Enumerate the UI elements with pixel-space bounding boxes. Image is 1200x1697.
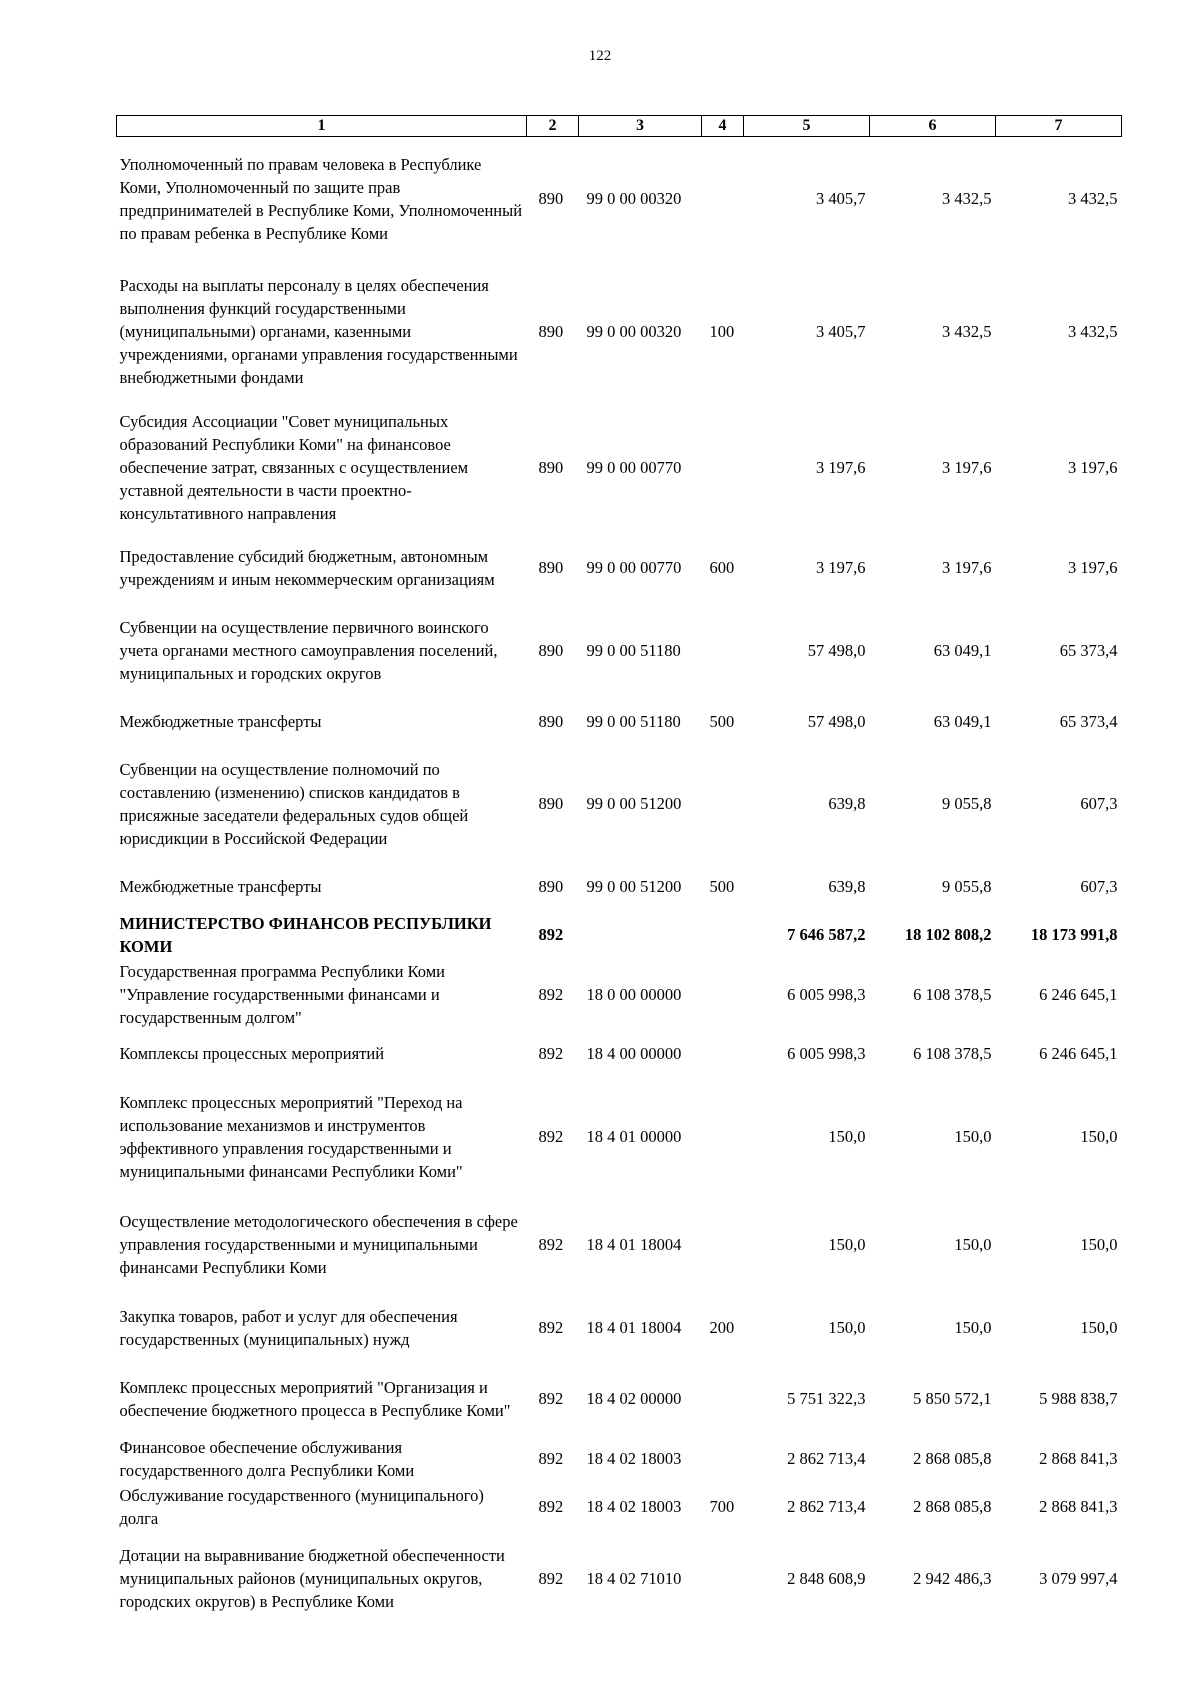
row-year1: 639,8 bbox=[828, 877, 866, 896]
table-row bbox=[117, 745, 1122, 863]
row-name: Субвенции на осуществление первичного воинского учета органами местного самоуправления поселений, муниципальных и городских округов bbox=[119, 618, 498, 683]
row-grbs: 890 bbox=[538, 322, 564, 341]
row-year3: 18 173 991,8 bbox=[1030, 925, 1118, 944]
row-grbs: 890 bbox=[538, 458, 564, 477]
row-name: Субвенции на осуществление полномочий по составлению (изменению) списков кандидатов в присяжные заседатели федеральных судов общей юрисдикции в Российской Федерации bbox=[119, 759, 469, 848]
row-csr: 99 0 00 00320 bbox=[586, 189, 682, 209]
table-row bbox=[117, 699, 1122, 745]
row-grbs: 892 bbox=[538, 1449, 564, 1468]
table-row bbox=[117, 1363, 1122, 1435]
row-year3: 3 432,5 bbox=[1068, 322, 1118, 341]
row-year3: 3 197,6 bbox=[1068, 558, 1118, 577]
row-vr bbox=[702, 745, 744, 863]
row-vr bbox=[702, 1435, 744, 1483]
row-csr: 99 0 00 51200 bbox=[586, 794, 682, 813]
row-name: Дотации на выравнивание бюджетной обеспеченности муниципальных районов (муниципальных округов, городских округов) в Республике Коми bbox=[119, 1546, 505, 1611]
table-row bbox=[117, 1077, 1122, 1197]
row-vr bbox=[702, 403, 744, 533]
row-csr: 99 0 00 51200 bbox=[586, 877, 682, 896]
row-vr bbox=[702, 137, 744, 261]
row-year2: 6 108 378,5 bbox=[913, 1044, 992, 1063]
row-year1: 2 862 713,4 bbox=[787, 1497, 866, 1516]
row-year3: 3 079 997,4 bbox=[1039, 1569, 1118, 1588]
row-vr: 700 bbox=[709, 1497, 735, 1516]
row-year2: 150,0 bbox=[954, 1318, 992, 1337]
row-grbs: 892 bbox=[538, 1318, 564, 1337]
header-col-3: 3 bbox=[579, 116, 702, 137]
row-vr bbox=[702, 911, 744, 959]
row-csr: 18 4 02 18003 bbox=[586, 1497, 682, 1516]
row-vr bbox=[702, 1031, 744, 1077]
row-year1: 3 405,7 bbox=[816, 189, 866, 209]
row-grbs: 892 bbox=[538, 1127, 564, 1146]
row-grbs: 892 bbox=[538, 1569, 564, 1588]
row-year2: 2 868 085,8 bbox=[913, 1497, 992, 1516]
row-csr: 99 0 00 00770 bbox=[586, 458, 682, 477]
budget-table bbox=[116, 115, 1122, 1627]
row-name: Финансовое обеспечение обслуживания государственного долга Республики Коми bbox=[119, 1437, 415, 1480]
header-col-2: 2 bbox=[527, 116, 579, 137]
row-year3: 150,0 bbox=[1080, 1235, 1118, 1254]
row-year3: 65 373,4 bbox=[1059, 641, 1118, 660]
row-year3: 607,3 bbox=[1080, 794, 1118, 813]
row-year3: 6 246 645,1 bbox=[1039, 1044, 1118, 1063]
row-year2: 3 432,5 bbox=[942, 322, 992, 341]
row-year1: 3 197,6 bbox=[816, 458, 866, 477]
row-year1: 639,8 bbox=[828, 794, 866, 813]
row-name: Комплекс процессных мероприятий "Организация и обеспечение бюджетного процесса в Республике Коми" bbox=[119, 1377, 511, 1420]
row-grbs: 890 bbox=[538, 712, 564, 731]
row-year3: 3 432,5 bbox=[1068, 189, 1118, 209]
row-year2: 3 432,5 bbox=[942, 189, 992, 209]
row-csr: 99 0 00 51180 bbox=[586, 641, 681, 660]
row-grbs: 890 bbox=[538, 877, 564, 896]
table-row bbox=[117, 533, 1122, 603]
table-row bbox=[117, 959, 1122, 1031]
row-vr bbox=[702, 1531, 744, 1627]
row-grbs: 890 bbox=[538, 189, 564, 209]
row-year2: 3 197,6 bbox=[942, 558, 992, 577]
table-row bbox=[117, 603, 1122, 699]
row-vr bbox=[702, 1077, 744, 1197]
row-vr: 600 bbox=[709, 558, 735, 577]
row-name: Осуществление методологического обеспечения в сфере управления государственными и муниципальными финансами Республики Коми bbox=[119, 1212, 518, 1277]
row-year1: 7 646 587,2 bbox=[787, 925, 866, 944]
table-row bbox=[117, 1531, 1122, 1627]
row-year1: 150,0 bbox=[828, 1127, 866, 1146]
row-year2: 9 055,8 bbox=[942, 794, 992, 813]
row-grbs: 892 bbox=[538, 1044, 564, 1063]
table-row bbox=[117, 1435, 1122, 1483]
row-name: Комплекс процессных мероприятий "Переход на использование механизмов и инструментов эффективного управления государственными и муниципальными финансами Республики Коми" bbox=[119, 1092, 463, 1181]
row-year3: 3 197,6 bbox=[1068, 458, 1118, 477]
row-year2: 63 049,1 bbox=[933, 712, 992, 731]
row-year1: 6 005 998,3 bbox=[787, 985, 866, 1004]
row-vr bbox=[702, 1197, 744, 1293]
row-year1: 150,0 bbox=[828, 1318, 866, 1337]
row-grbs: 892 bbox=[538, 1389, 564, 1408]
row-name: Субсидия Ассоциации "Совет муниципальных образований Республики Коми" на финансовое обеспечение затрат, связанных с осуществлением уставной деятельности в части проектно-консультативного направления bbox=[119, 412, 469, 523]
row-year2: 3 197,6 bbox=[942, 458, 992, 477]
row-year3: 2 868 841,3 bbox=[1039, 1497, 1118, 1516]
row-year2: 5 850 572,1 bbox=[913, 1389, 992, 1408]
header-col-7: 7 bbox=[996, 116, 1122, 137]
row-csr: 18 4 01 18004 bbox=[586, 1235, 682, 1254]
row-year1: 2 862 713,4 bbox=[787, 1449, 866, 1468]
row-name: Межбюджетные трансферты bbox=[119, 877, 322, 896]
row-name: Предоставление субсидий бюджетным, автономным учреждениям и иным некоммерческим организациям bbox=[119, 546, 495, 589]
table-row bbox=[117, 261, 1122, 403]
table-row bbox=[117, 1293, 1122, 1363]
table-row bbox=[117, 403, 1122, 533]
row-name: Расходы на выплаты персоналу в целях обеспечения выполнения функций государственными (муниципальными) органами, казенными учреждениями, органами управления государственными внебюджетными фондами bbox=[119, 276, 518, 387]
row-year2: 2 942 486,3 bbox=[913, 1569, 992, 1588]
table-row bbox=[117, 1483, 1122, 1531]
row-year1: 5 751 322,3 bbox=[787, 1389, 866, 1408]
page-number: 122 bbox=[588, 48, 612, 64]
row-year3: 607,3 bbox=[1080, 877, 1118, 896]
row-vr: 200 bbox=[709, 1318, 735, 1337]
row-csr: 99 0 00 00770 bbox=[586, 558, 682, 577]
row-csr: 18 4 02 18003 bbox=[586, 1449, 682, 1468]
row-name: Обслуживание государственного (муниципального) долга bbox=[119, 1485, 484, 1528]
row-grbs: 890 bbox=[538, 794, 564, 813]
header-col-4: 4 bbox=[702, 116, 744, 137]
header-col-5: 5 bbox=[744, 116, 870, 137]
row-grbs: 890 bbox=[538, 558, 564, 577]
row-year1: 150,0 bbox=[828, 1235, 866, 1254]
header-col-1: 1 bbox=[117, 116, 527, 137]
row-year3: 150,0 bbox=[1080, 1318, 1118, 1337]
row-vr: 500 bbox=[709, 712, 735, 731]
row-name: Государственная программа Республики Коми "Управление государственными финансами и государственным долгом" bbox=[119, 962, 445, 1027]
row-year3: 6 246 645,1 bbox=[1039, 985, 1118, 1004]
row-grbs: 892 bbox=[538, 925, 564, 944]
row-grbs: 892 bbox=[538, 1497, 564, 1516]
table-row bbox=[117, 137, 1122, 261]
table-row bbox=[117, 863, 1122, 911]
row-csr: 18 4 01 18004 bbox=[586, 1318, 682, 1337]
row-vr bbox=[702, 959, 744, 1031]
row-year2: 63 049,1 bbox=[933, 641, 992, 660]
row-vr bbox=[702, 1363, 744, 1435]
row-year3: 2 868 841,3 bbox=[1039, 1449, 1118, 1468]
header-row bbox=[117, 116, 1122, 137]
row-csr: 18 4 02 71010 bbox=[586, 1569, 682, 1588]
row-year3: 150,0 bbox=[1080, 1127, 1118, 1146]
row-csr: 18 4 02 00000 bbox=[586, 1389, 682, 1408]
row-name: Уполномоченный по правам человека в Республике Коми, Уполномоченный по защите прав предпринимателей в Республике Коми, Уполномоченный по правам ребенка в Республике Коми bbox=[119, 154, 523, 243]
row-name: Закупка товаров, работ и услуг для обеспечения государственных (муниципальных) нужд bbox=[119, 1306, 458, 1349]
row-name: Комплексы процессных мероприятий bbox=[119, 1044, 385, 1063]
row-year1: 3 405,7 bbox=[816, 322, 866, 341]
row-year2: 18 102 808,2 bbox=[904, 925, 992, 944]
row-year2: 9 055,8 bbox=[942, 877, 992, 896]
row-year2: 150,0 bbox=[954, 1127, 992, 1146]
row-vr bbox=[702, 603, 744, 699]
row-grbs: 892 bbox=[538, 985, 564, 1004]
row-vr: 500 bbox=[709, 877, 735, 896]
row-year2: 6 108 378,5 bbox=[913, 985, 992, 1004]
row-year1: 3 197,6 bbox=[816, 558, 866, 577]
row-csr bbox=[579, 911, 702, 959]
row-year1: 57 498,0 bbox=[807, 712, 866, 731]
row-csr: 18 0 00 00000 bbox=[586, 985, 682, 1004]
row-year2: 2 868 085,8 bbox=[913, 1449, 992, 1468]
row-name: МИНИСТЕРСТВО ФИНАНСОВ РЕСПУБЛИКИ КОМИ bbox=[119, 913, 492, 956]
header-col-6: 6 bbox=[870, 116, 996, 137]
row-year1: 2 848 608,9 bbox=[787, 1569, 866, 1588]
row-year1: 57 498,0 bbox=[807, 641, 866, 660]
row-grbs: 890 bbox=[538, 641, 564, 660]
row-year2: 150,0 bbox=[954, 1235, 992, 1254]
row-year3: 5 988 838,7 bbox=[1039, 1389, 1118, 1408]
row-csr: 99 0 00 00320 bbox=[586, 322, 682, 341]
table-row-ministry bbox=[117, 911, 1122, 959]
row-name: Межбюджетные трансферты bbox=[119, 712, 322, 731]
table-row bbox=[117, 1197, 1122, 1293]
row-year3: 65 373,4 bbox=[1059, 712, 1118, 731]
row-year1: 6 005 998,3 bbox=[787, 1044, 866, 1063]
row-vr: 100 bbox=[709, 322, 735, 341]
row-csr: 18 4 01 00000 bbox=[586, 1127, 682, 1146]
table-row bbox=[117, 1031, 1122, 1077]
row-csr: 99 0 00 51180 bbox=[586, 712, 681, 731]
row-grbs: 892 bbox=[538, 1235, 564, 1254]
row-csr: 18 4 00 00000 bbox=[586, 1044, 682, 1063]
